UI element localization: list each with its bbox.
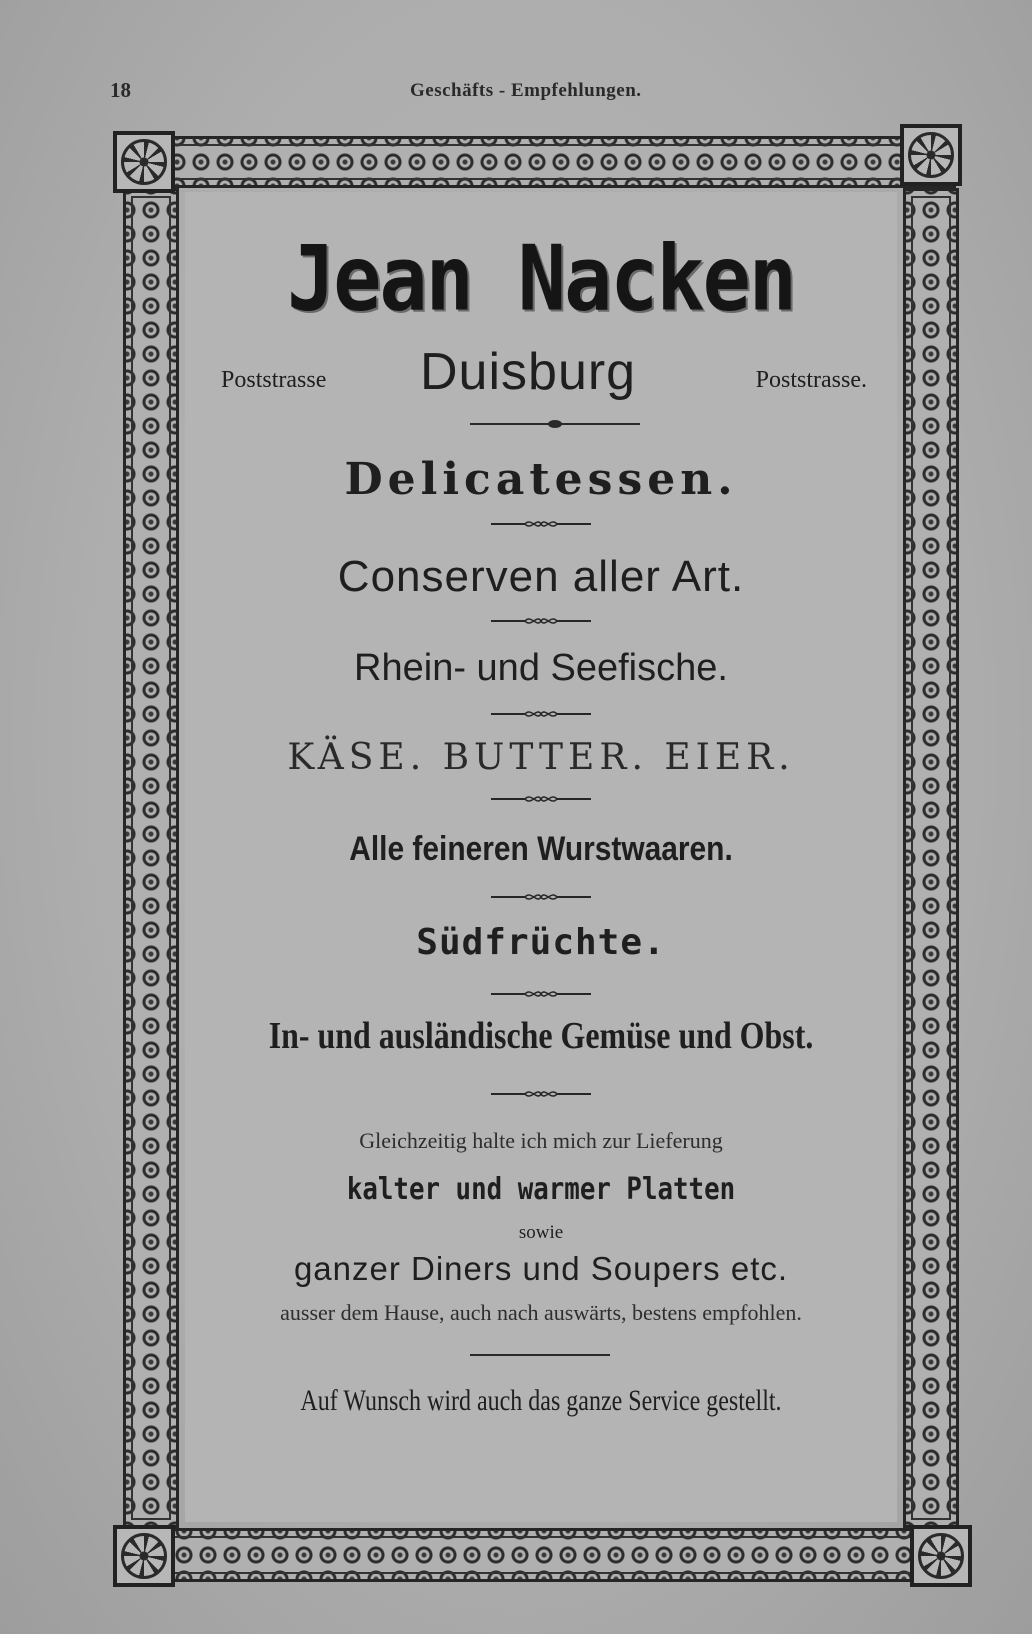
corner-rosette-bottom-right [910,1525,972,1587]
rosette-icon [121,1533,167,1579]
advert-body [185,192,897,1522]
street-right: Poststrasse. [755,367,867,393]
corner-rosette-bottom-left [113,1525,175,1587]
line-suedfruechte: Südfrüchte. [416,922,666,963]
rosette-icon [121,139,167,185]
line-service: Auf Wunsch wird auch das ganze Service gestellt. [300,1384,782,1417]
line-delicatessen: Delicatessen. [344,454,738,505]
frame-border-right [903,188,959,1528]
rosette-icon [908,132,954,178]
flourish-divider-icon [491,1087,591,1101]
line-kaese-butter-eier: KÄSE. BUTTER. EIER. [287,737,795,778]
frame-border-left [123,188,179,1528]
frame-border-top [118,136,956,188]
divider-rule-icon [470,1354,610,1356]
corner-rosette-top-right [900,124,962,186]
page-number: 18 [110,78,131,102]
flourish-divider-icon [491,890,591,904]
address-line [185,342,897,402]
running-title: Geschäfts - Empfehlungen. [410,80,642,101]
rosette-icon [918,1533,964,1579]
line-wurstwaaren: Alle feineren Wurstwaaren. [349,830,733,868]
brand-name: Jean Nacken [287,226,795,331]
frame-border-bottom [118,1528,970,1582]
flourish-divider-icon [491,707,591,721]
corner-rosette-top-left [113,131,175,193]
city-name: Duisburg [420,343,637,401]
page-header [110,78,710,108]
line-sowie: sowie [518,1222,564,1243]
flourish-divider-icon [491,792,591,806]
flourish-divider-icon [491,614,591,628]
divider-rule-icon [470,423,640,425]
line-rhein-seefische: Rhein- und Seefische. [354,647,728,689]
flourish-divider-icon [491,517,591,531]
line-ausser-dem-hause: ausser dem Hause, auch nach auswärts, bestens empfohlen. [280,1300,802,1325]
line-gemuese-obst: In- und ausländische Gemüse und Obst. [268,1015,814,1057]
street-left: Poststrasse [221,367,327,393]
line-conserven: Conserven aller Art. [337,552,745,601]
flourish-divider-icon [491,987,591,1001]
line-diners-soupers: ganzer Diners und Soupers etc. [293,1250,789,1287]
line-platten: kalter und warmer Platten [346,1172,736,1207]
line-gleichzeitig: Gleichzeitig halte ich mich zur Lieferung [359,1128,723,1153]
